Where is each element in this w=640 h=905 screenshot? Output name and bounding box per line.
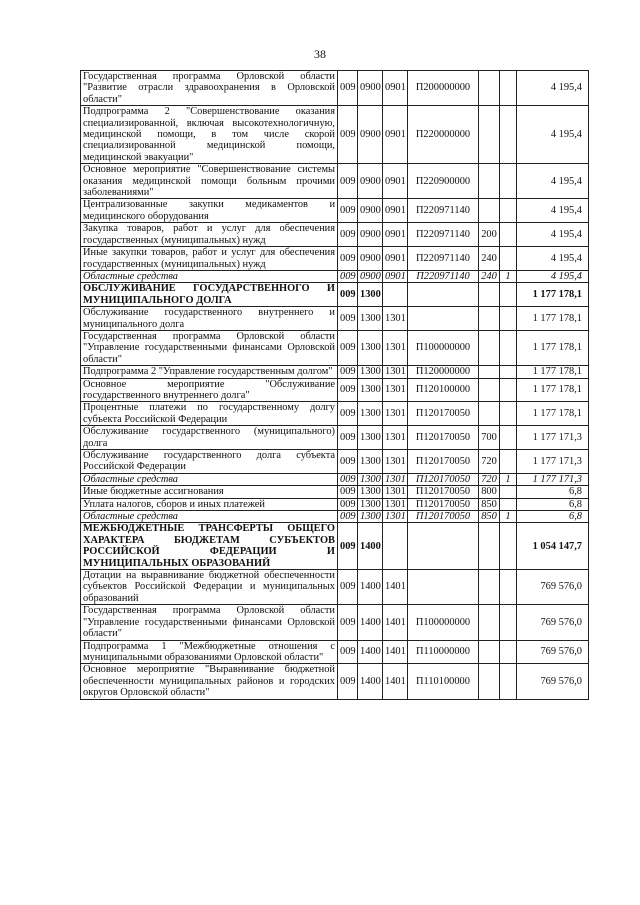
row-sum: 4 195,4 <box>517 223 589 247</box>
row-name: Иные бюджетные ассигнования <box>81 486 338 498</box>
code-razdel: 0900 <box>358 223 383 247</box>
code-ved: 009 <box>338 330 358 365</box>
table-row <box>81 378 589 402</box>
code-podrazdel: 1301 <box>383 330 408 365</box>
code-ved: 009 <box>338 605 358 640</box>
code-podrazdel: 0901 <box>383 247 408 271</box>
code-target-article: П110000000 <box>408 640 479 664</box>
code-podrazdel: 0901 <box>383 71 408 106</box>
code-podrazdel: 0901 <box>383 199 408 223</box>
code-podrazdel: 1301 <box>383 498 408 510</box>
code-razdel: 1300 <box>358 378 383 402</box>
table-row <box>81 330 589 365</box>
row-sum: 4 195,4 <box>517 71 589 106</box>
code-expense-type <box>479 283 500 307</box>
code-ved: 009 <box>338 511 358 523</box>
code-ved: 009 <box>338 71 358 106</box>
code-expense-type <box>479 378 500 402</box>
table-row <box>81 270 589 282</box>
row-name: Обслуживание государственного внутреннего и муниципального долга <box>81 307 338 331</box>
code-ved: 009 <box>338 366 358 378</box>
row-sum: 1 177 171,3 <box>517 473 589 485</box>
code-target-article <box>408 570 479 605</box>
code-target-article: П100000000 <box>408 330 479 365</box>
code-expense-type <box>479 640 500 664</box>
code-podrazdel: 0901 <box>383 164 408 199</box>
code-source <box>500 450 517 474</box>
code-source <box>500 486 517 498</box>
table-row <box>81 283 589 307</box>
row-name: Подпрограмма 2 "Управление государственным долгом" <box>81 366 338 378</box>
code-razdel: 1300 <box>358 283 383 307</box>
code-source <box>500 498 517 510</box>
code-podrazdel: 1301 <box>383 307 408 331</box>
code-ved: 009 <box>338 450 358 474</box>
row-sum: 769 576,0 <box>517 640 589 664</box>
code-source: 1 <box>500 270 517 282</box>
code-ved: 009 <box>338 106 358 164</box>
code-target-article <box>408 283 479 307</box>
row-sum: 769 576,0 <box>517 570 589 605</box>
code-razdel: 0900 <box>358 106 383 164</box>
code-target-article: П220971140 <box>408 199 479 223</box>
code-podrazdel: 1301 <box>383 426 408 450</box>
row-sum: 4 195,4 <box>517 247 589 271</box>
code-source <box>500 366 517 378</box>
code-source <box>500 570 517 605</box>
code-razdel: 0900 <box>358 270 383 282</box>
code-ved: 009 <box>338 247 358 271</box>
table-row <box>81 473 589 485</box>
code-expense-type <box>479 71 500 106</box>
code-source <box>500 106 517 164</box>
code-target-article: П220971140 <box>408 270 479 282</box>
code-ved: 009 <box>338 223 358 247</box>
code-target-article: П200000000 <box>408 71 479 106</box>
row-name: Процентные платежи по государственному долгу субъекта Российской Федерации <box>81 402 338 426</box>
code-razdel: 1300 <box>358 498 383 510</box>
row-name: Централизованные закупки медикаментов и медицинского оборудования <box>81 199 338 223</box>
code-podrazdel: 1401 <box>383 605 408 640</box>
code-expense-type: 700 <box>479 426 500 450</box>
code-source <box>500 664 517 699</box>
code-source <box>500 223 517 247</box>
code-expense-type <box>479 164 500 199</box>
row-sum: 4 195,4 <box>517 106 589 164</box>
code-ved: 009 <box>338 664 358 699</box>
code-razdel: 0900 <box>358 71 383 106</box>
code-source <box>500 283 517 307</box>
code-target-article: П120170050 <box>408 473 479 485</box>
code-target-article: П220000000 <box>408 106 479 164</box>
code-source <box>500 605 517 640</box>
code-razdel: 1300 <box>358 330 383 365</box>
budget-table <box>80 70 589 700</box>
code-source <box>500 164 517 199</box>
code-source <box>500 378 517 402</box>
row-sum: 1 177 178,1 <box>517 366 589 378</box>
row-name: Обслуживание государственного долга субъекта Российской Федерации <box>81 450 338 474</box>
code-expense-type: 720 <box>479 450 500 474</box>
code-podrazdel: 0901 <box>383 106 408 164</box>
code-ved: 009 <box>338 378 358 402</box>
code-podrazdel <box>383 283 408 307</box>
code-expense-type <box>479 330 500 365</box>
code-target-article: П110100000 <box>408 664 479 699</box>
row-sum: 1 177 178,1 <box>517 283 589 307</box>
code-podrazdel: 0901 <box>383 270 408 282</box>
code-expense-type: 200 <box>479 223 500 247</box>
table-row <box>81 511 589 523</box>
row-sum: 1 177 178,1 <box>517 307 589 331</box>
code-razdel: 1400 <box>358 523 383 570</box>
code-ved: 009 <box>338 199 358 223</box>
code-razdel: 1400 <box>358 664 383 699</box>
table-row <box>81 71 589 106</box>
code-ved: 009 <box>338 473 358 485</box>
table-row <box>81 402 589 426</box>
row-name: Основное мероприятие "Выравнивание бюджетной обеспеченности муниципальных районов и городских округов Орловской области" <box>81 664 338 699</box>
code-source <box>500 426 517 450</box>
code-razdel: 1300 <box>358 426 383 450</box>
code-razdel: 1300 <box>358 450 383 474</box>
table-row <box>81 450 589 474</box>
row-name: Закупка товаров, работ и услуг для обеспечения государственных (муниципальных) нужд <box>81 223 338 247</box>
code-razdel: 1400 <box>358 605 383 640</box>
code-target-article: П120170050 <box>408 450 479 474</box>
row-name: Подпрограмма 1 "Межбюджетные отношения с муниципальными образованиями Орловской области" <box>81 640 338 664</box>
row-name: Основное мероприятие "Обслуживание государственного внутреннего долга" <box>81 378 338 402</box>
code-razdel: 1400 <box>358 570 383 605</box>
code-expense-type: 850 <box>479 511 500 523</box>
code-razdel: 1300 <box>358 486 383 498</box>
row-sum: 1 177 171,3 <box>517 450 589 474</box>
code-target-article: П120170050 <box>408 498 479 510</box>
row-sum: 1 054 147,7 <box>517 523 589 570</box>
code-ved: 009 <box>338 426 358 450</box>
code-razdel: 1300 <box>358 473 383 485</box>
table-row <box>81 366 589 378</box>
row-name: ОБСЛУЖИВАНИЕ ГОСУДАРСТВЕННОГО И МУНИЦИПАЛЬНОГО ДОЛГА <box>81 283 338 307</box>
row-sum: 1 177 178,1 <box>517 378 589 402</box>
code-target-article <box>408 523 479 570</box>
code-podrazdel: 1301 <box>383 378 408 402</box>
row-sum: 1 177 171,3 <box>517 426 589 450</box>
table-row <box>81 223 589 247</box>
code-ved: 009 <box>338 498 358 510</box>
code-podrazdel: 0901 <box>383 223 408 247</box>
row-name: Государственная программа Орловской области "Управление государственными финансами Орловской области" <box>81 330 338 365</box>
row-name: Государственная программа Орловской области "Развитие отрасли здравоохранения в Орловской области" <box>81 71 338 106</box>
code-expense-type <box>479 664 500 699</box>
code-podrazdel: 1301 <box>383 486 408 498</box>
code-podrazdel: 1301 <box>383 402 408 426</box>
row-name: Государственная программа Орловской области "Управление государственными финансами Орловской области" <box>81 605 338 640</box>
code-target-article: П120000000 <box>408 366 479 378</box>
table-row <box>81 498 589 510</box>
code-expense-type <box>479 523 500 570</box>
table-row <box>81 164 589 199</box>
row-sum: 1 177 178,1 <box>517 330 589 365</box>
table-row <box>81 106 589 164</box>
code-expense-type: 240 <box>479 247 500 271</box>
code-target-article: П120170050 <box>408 486 479 498</box>
row-name: Областные средства <box>81 473 338 485</box>
code-razdel: 0900 <box>358 164 383 199</box>
row-name: Дотации на выравнивание бюджетной обеспеченности субъектов Российской Федерации и муниципальных образований <box>81 570 338 605</box>
code-expense-type <box>479 106 500 164</box>
row-sum: 4 195,4 <box>517 270 589 282</box>
code-ved: 009 <box>338 570 358 605</box>
code-razdel: 1300 <box>358 511 383 523</box>
code-target-article: П220971140 <box>408 223 479 247</box>
code-expense-type <box>479 570 500 605</box>
code-expense-type <box>479 402 500 426</box>
code-podrazdel: 1301 <box>383 473 408 485</box>
table-row <box>81 605 589 640</box>
code-expense-type: 850 <box>479 498 500 510</box>
code-podrazdel: 1401 <box>383 640 408 664</box>
row-sum: 4 195,4 <box>517 199 589 223</box>
code-expense-type: 800 <box>479 486 500 498</box>
row-sum: 6,8 <box>517 486 589 498</box>
code-expense-type: 720 <box>479 473 500 485</box>
code-source <box>500 330 517 365</box>
code-source <box>500 523 517 570</box>
row-name: МЕЖБЮДЖЕТНЫЕ ТРАНСФЕРТЫ ОБЩЕГО ХАРАКТЕРА БЮДЖЕТАМ СУБЪЕКТОВ РОССИЙСКОЙ ФЕДЕРАЦИИ И МУНИЦИПАЛЬНЫХ ОБРАЗОВАНИЙ <box>81 523 338 570</box>
code-target-article: П120100000 <box>408 378 479 402</box>
code-razdel: 1300 <box>358 402 383 426</box>
row-sum: 1 177 178,1 <box>517 402 589 426</box>
code-podrazdel <box>383 523 408 570</box>
row-name: Областные средства <box>81 511 338 523</box>
table-row <box>81 307 589 331</box>
code-source <box>500 307 517 331</box>
row-name: Иные закупки товаров, работ и услуг для обеспечения государственных (муниципальных) нужд <box>81 247 338 271</box>
code-expense-type <box>479 605 500 640</box>
code-ved: 009 <box>338 270 358 282</box>
code-ved: 009 <box>338 283 358 307</box>
table-row <box>81 664 589 699</box>
code-podrazdel: 1301 <box>383 450 408 474</box>
row-name: Областные средства <box>81 270 338 282</box>
code-ved: 009 <box>338 307 358 331</box>
table-row <box>81 570 589 605</box>
code-razdel: 1400 <box>358 640 383 664</box>
table-row <box>81 640 589 664</box>
code-ved: 009 <box>338 523 358 570</box>
table-row <box>81 523 589 570</box>
code-source <box>500 640 517 664</box>
row-sum: 769 576,0 <box>517 605 589 640</box>
code-razdel: 1300 <box>358 366 383 378</box>
code-target-article <box>408 307 479 331</box>
code-expense-type: 240 <box>479 270 500 282</box>
code-source: 1 <box>500 511 517 523</box>
code-target-article: П120170050 <box>408 511 479 523</box>
table-row <box>81 247 589 271</box>
code-podrazdel: 1401 <box>383 664 408 699</box>
row-name: Подпрограмма 2 "Совершенствование оказания специализированной, включая высокотехнологичную, медицинской помощи, в том числе скорой специализированной медицинской помощи, медицинской эвакуации" <box>81 106 338 164</box>
code-expense-type <box>479 199 500 223</box>
code-target-article: П120170050 <box>408 402 479 426</box>
code-source <box>500 402 517 426</box>
code-podrazdel: 1401 <box>383 570 408 605</box>
code-ved: 009 <box>338 164 358 199</box>
code-podrazdel: 1301 <box>383 366 408 378</box>
code-razdel: 0900 <box>358 199 383 223</box>
code-source <box>500 247 517 271</box>
budget-rows <box>81 71 589 700</box>
code-target-article: П220900000 <box>408 164 479 199</box>
code-razdel: 0900 <box>358 247 383 271</box>
row-sum: 6,8 <box>517 498 589 510</box>
page-number: 38 <box>314 47 326 61</box>
code-target-article: П100000000 <box>408 605 479 640</box>
code-ved: 009 <box>338 486 358 498</box>
code-source: 1 <box>500 473 517 485</box>
code-podrazdel: 1301 <box>383 511 408 523</box>
table-row <box>81 426 589 450</box>
row-name: Основное мероприятие "Совершенствование системы оказания медицинской помощи больным прочими заболеваниями" <box>81 164 338 199</box>
code-ved: 009 <box>338 640 358 664</box>
row-sum: 4 195,4 <box>517 164 589 199</box>
code-expense-type <box>479 366 500 378</box>
row-name: Уплата налогов, сборов и иных платежей <box>81 498 338 510</box>
code-source <box>500 71 517 106</box>
code-expense-type <box>479 307 500 331</box>
code-ved: 009 <box>338 402 358 426</box>
row-sum: 6,8 <box>517 511 589 523</box>
table-row <box>81 199 589 223</box>
code-source <box>500 199 517 223</box>
code-target-article: П120170050 <box>408 426 479 450</box>
code-target-article: П220971140 <box>408 247 479 271</box>
code-razdel: 1300 <box>358 307 383 331</box>
table-row <box>81 486 589 498</box>
row-name: Обслуживание государственного (муниципального) долга <box>81 426 338 450</box>
row-sum: 769 576,0 <box>517 664 589 699</box>
